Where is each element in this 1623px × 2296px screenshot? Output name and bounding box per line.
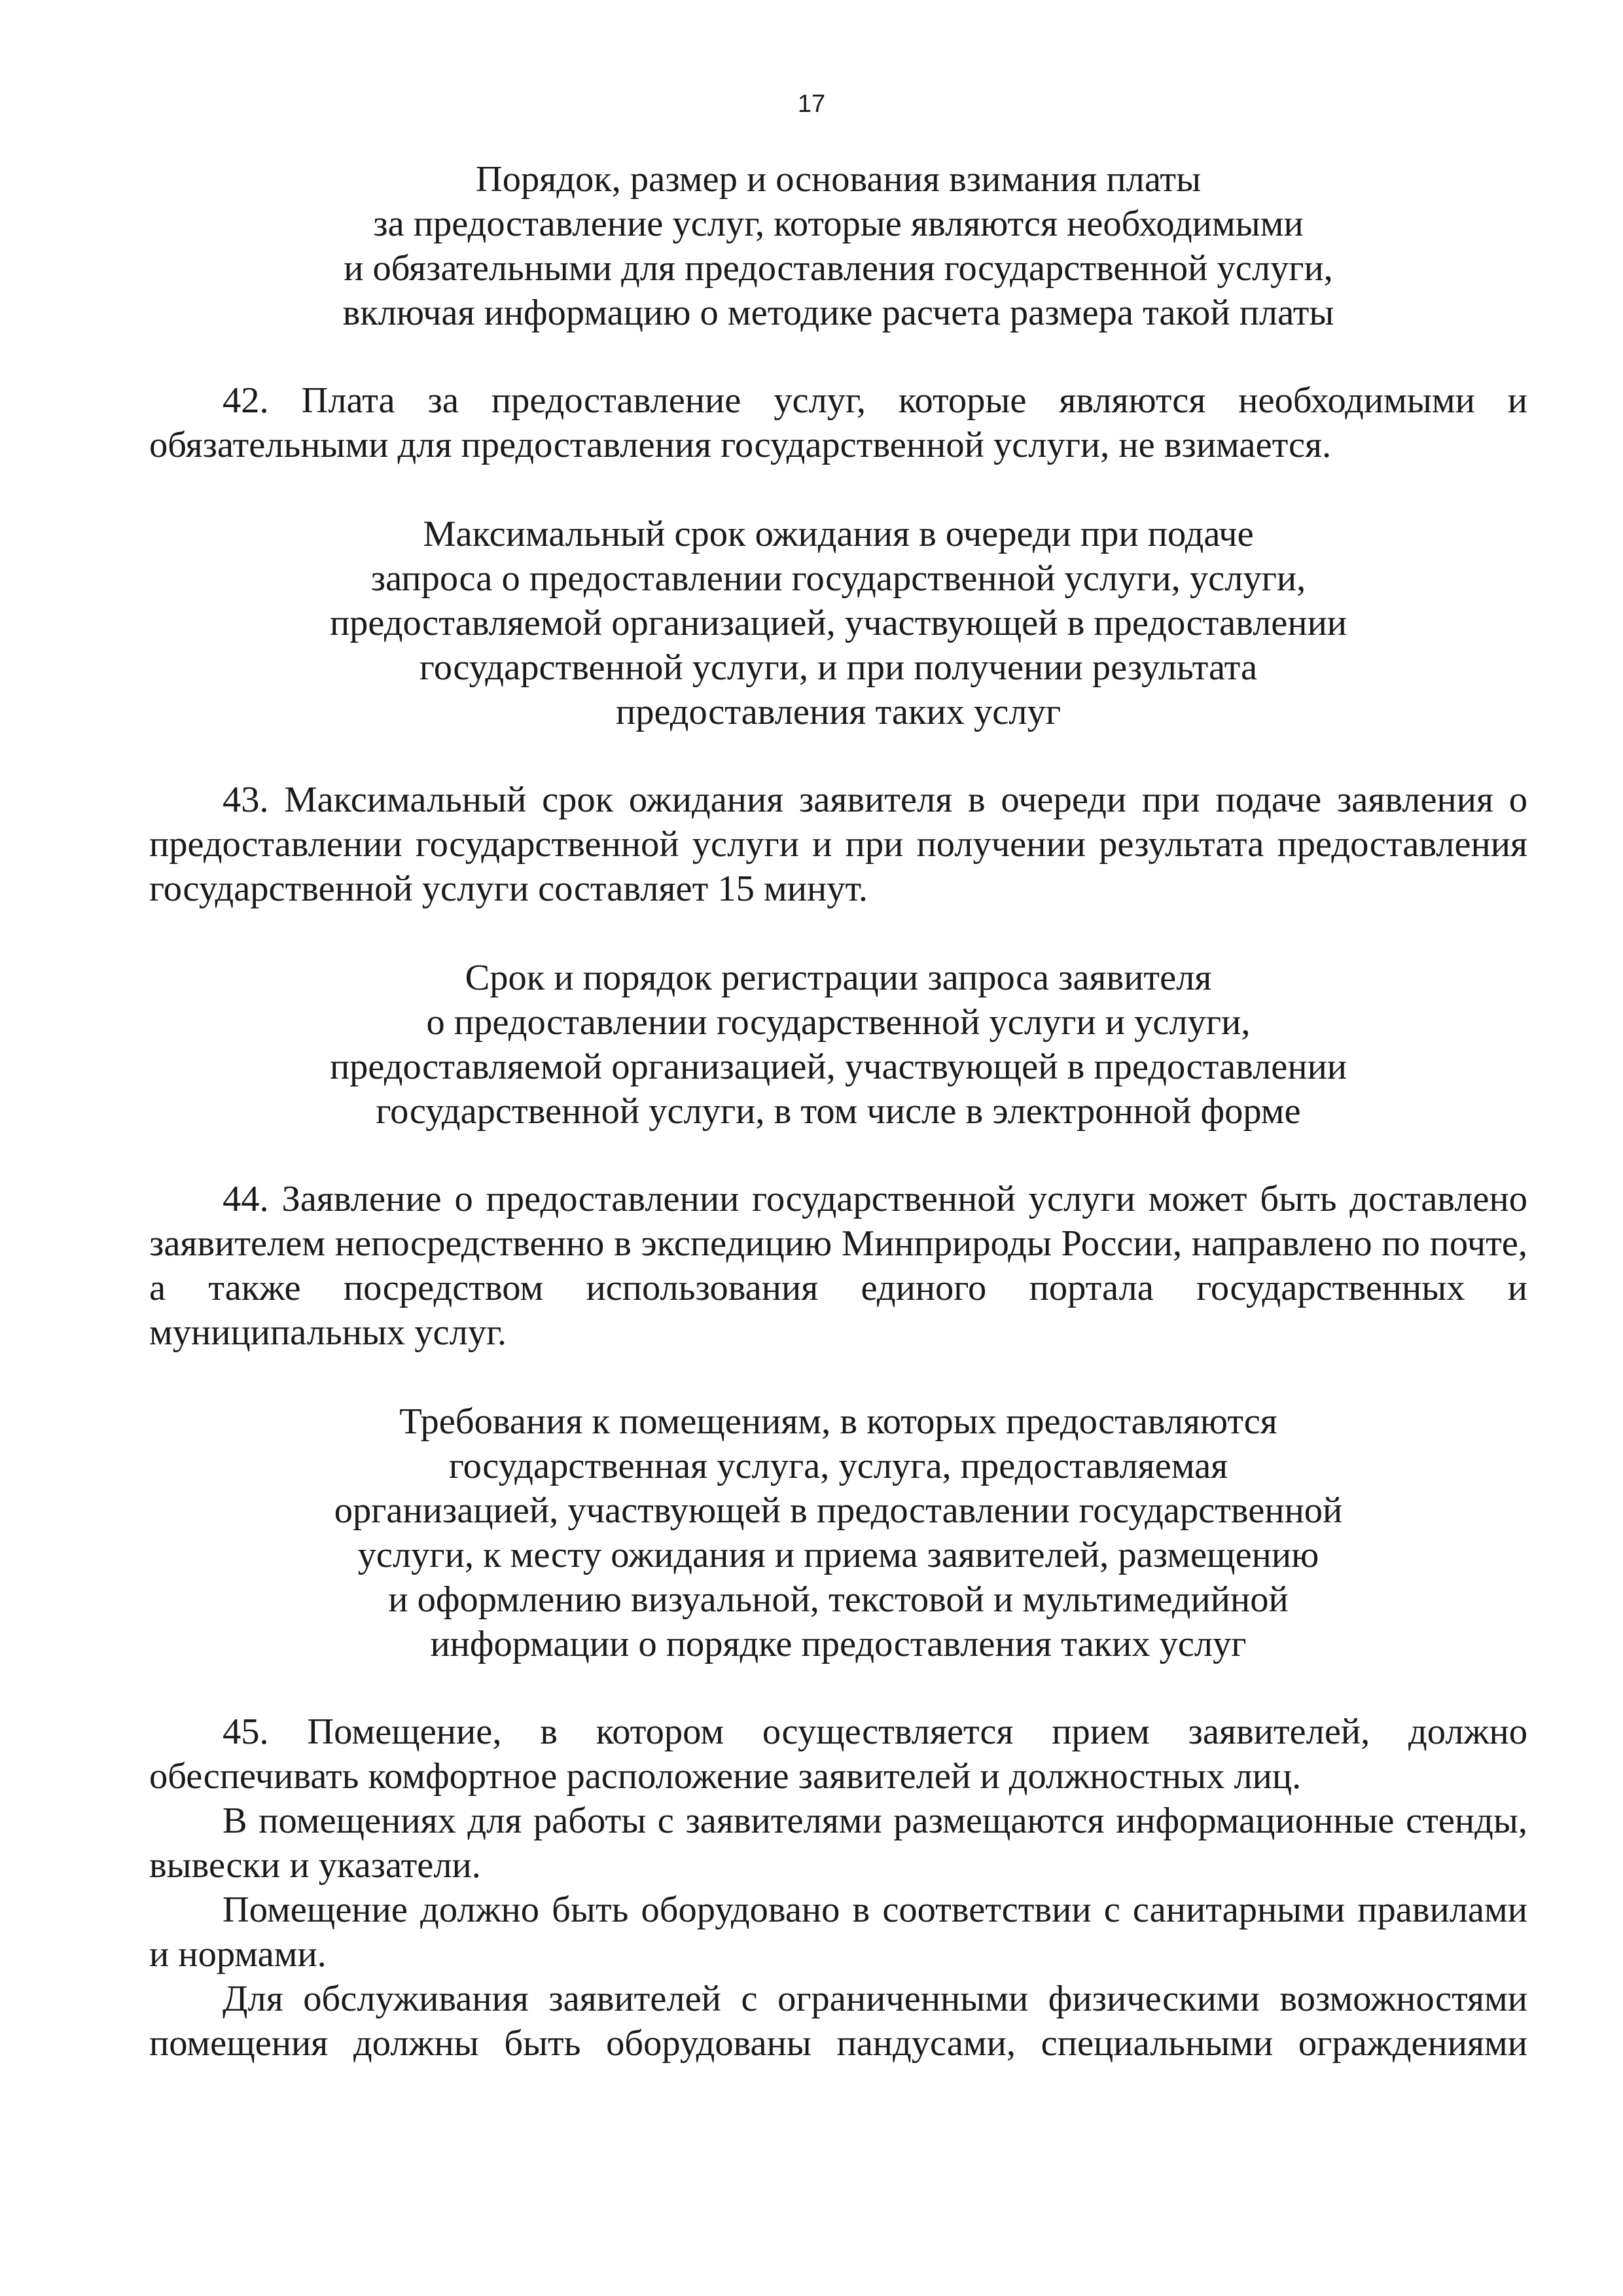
section-heading	[149, 512, 1527, 734]
section-heading	[149, 1399, 1527, 1666]
heading-line: Максимальный срок ожидания в очереди при подаче	[423, 514, 1254, 554]
heading-line: государственная услуга, услуга, предоставляемая	[448, 1446, 1228, 1486]
section-heading	[149, 157, 1527, 335]
heading-line: организацией, участвующей в предоставлении государственной	[334, 1490, 1343, 1531]
heading-line: включая информацию о методике расчета размера такой платы	[342, 293, 1334, 333]
heading-line: и обязательными для предоставления государственной услуги,	[344, 248, 1333, 289]
heading-line: государственной услуги, и при получении результата	[419, 647, 1258, 688]
heading-line: услуги, к месту ожидания и приема заявителей, размещению	[357, 1535, 1319, 1575]
paragraph-45: 45. Помещение, в котором осуществляется прием заявителей, должно обеспечивать комфортное расположение заявителей и должностных лиц.	[149, 1712, 1527, 1797]
heading-line: предоставления таких услуг	[615, 692, 1061, 732]
document-body	[149, 157, 1527, 2066]
heading-line: Порядок, размер и основания взимания платы	[475, 159, 1202, 200]
paragraph: Помещение должно быть оборудовано в соответствии с санитарными правилами и нормами.	[149, 1890, 1527, 1975]
page-number: 17	[797, 90, 826, 118]
heading-line: Срок и порядок регистрации запроса заявителя	[465, 958, 1212, 998]
heading-line: за предоставление услуг, которые являются необходимыми	[373, 204, 1304, 244]
heading-line: государственной услуги, в том числе в электронной форме	[376, 1091, 1301, 1132]
heading-line: запроса о предоставлении государственной услуги, услуги,	[370, 558, 1306, 599]
paragraph-43: 43. Максимальный срок ожидания заявителя в очереди при подаче заявления о предоставлении государственной услуги и при получении результата предоставления государственной услуги составляет 15 минут.	[149, 780, 1527, 909]
paragraph-44: 44. Заявление о предоставлении государственной услуги может быть доставлено заявителем непосредственно в экспедицию Минприроды России, направлено по почте, а также посредством использования единого портала государственных и муниципальных услуг.	[149, 1179, 1527, 1353]
heading-line: информации о порядке предоставления таких услуг	[430, 1624, 1247, 1664]
heading-line: предоставляемой организацией, участвующей в предоставлении	[329, 603, 1347, 643]
heading-line: и оформлению визуальной, текстовой и мультимедийной	[388, 1579, 1289, 1620]
heading-line: предоставляемой организацией, участвующей в предоставлении	[329, 1047, 1347, 1087]
heading-line: Требования к помещениям, в которых предоставляются	[399, 1401, 1277, 1442]
paragraph: Для обслуживания заявителей с ограниченными физическими возможностями помещения должны быть оборудованы пандусами, специальными ограждениями	[149, 1979, 1527, 2064]
paragraph-42: 42. Плата за предоставление услуг, которые являются необходимыми и обязательными для предоставления государственной услуги, не взимается.	[149, 380, 1527, 465]
paragraph: В помещениях для работы с заявителями размещаются информационные стенды, вывески и указатели.	[149, 1801, 1527, 1886]
heading-line: о предоставлении государственной услуги и услуги,	[426, 1002, 1251, 1043]
section-heading	[149, 956, 1527, 1134]
